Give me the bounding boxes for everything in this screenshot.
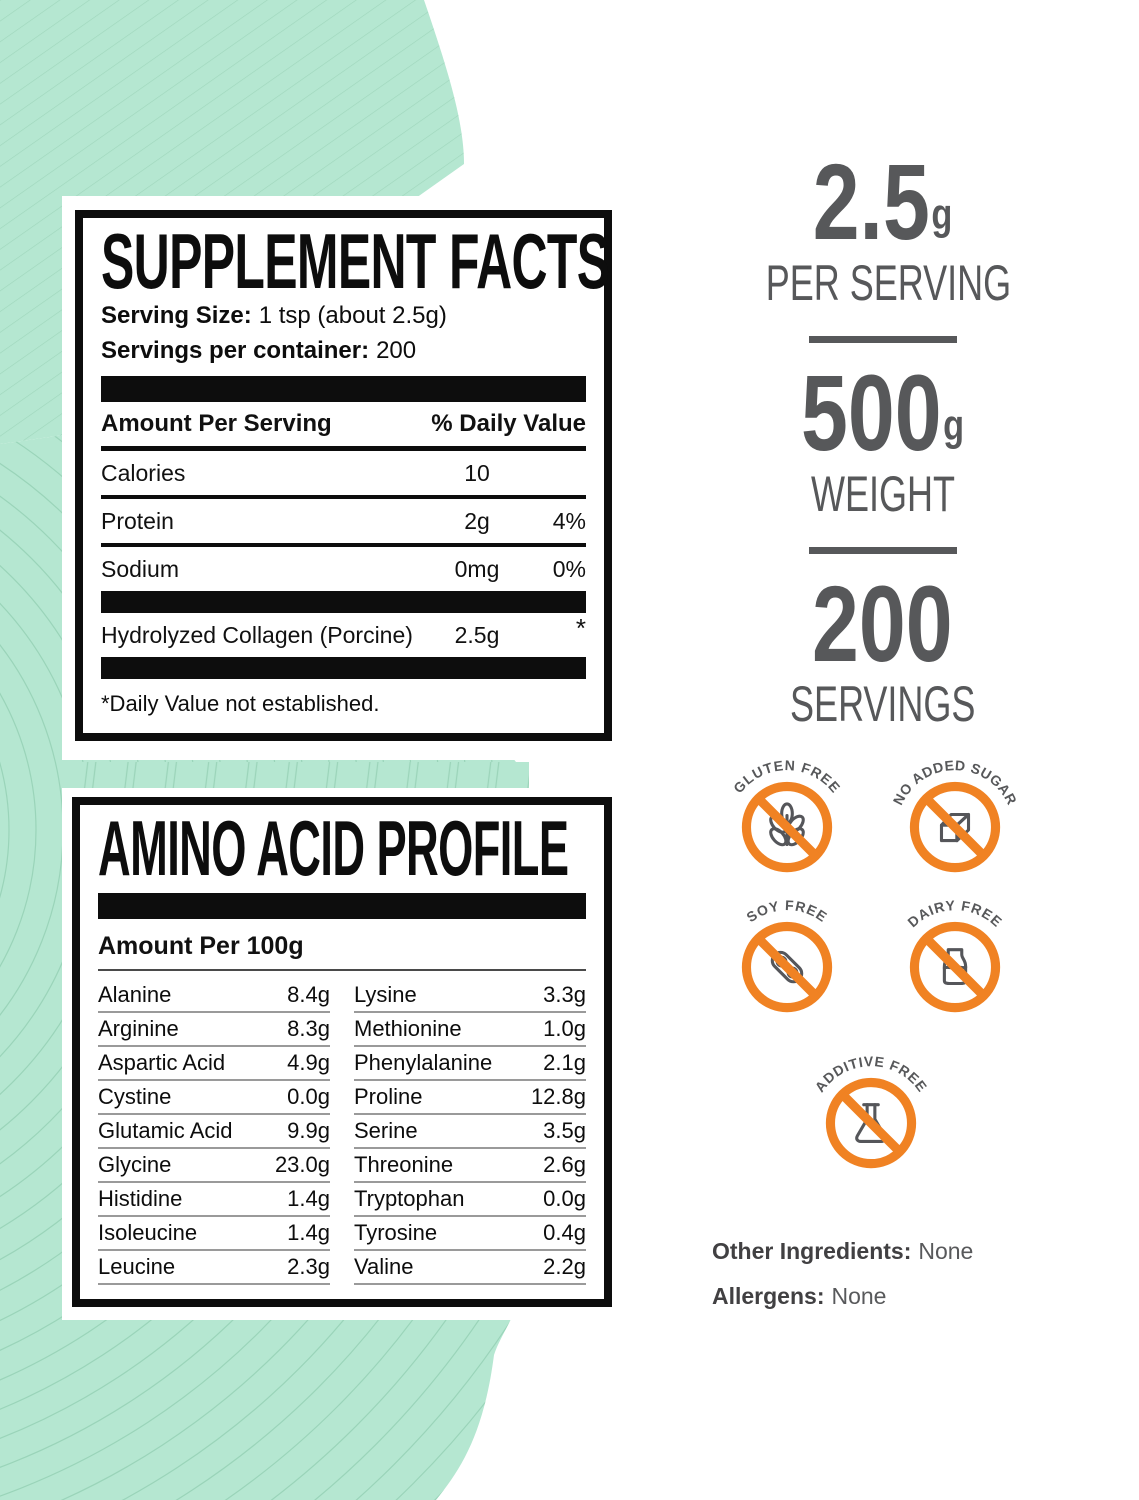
amino-value: 0.0g	[543, 1186, 586, 1212]
nutrient-row-protein	[101, 499, 586, 547]
amino-value: 8.3g	[287, 1016, 330, 1042]
amino-row	[98, 1183, 330, 1217]
servings-label: Servings per container:	[101, 337, 370, 365]
svg-text:SOY FREE	[743, 897, 830, 925]
other-ingredients-line	[712, 1238, 973, 1265]
prohibition-circle	[746, 927, 827, 1008]
supplement-facts-card	[62, 196, 628, 760]
allergens-label: Allergens:	[712, 1283, 825, 1309]
divider-bar	[101, 657, 586, 679]
amino-name: Proline	[354, 1084, 423, 1110]
daily-value-header: % Daily Value	[431, 410, 586, 438]
allergens-line	[712, 1283, 973, 1310]
amino-row	[98, 979, 330, 1013]
nutrient-name: Calories	[101, 459, 186, 486]
amino-row	[98, 1251, 330, 1285]
amino-name: Aspartic Acid	[98, 1050, 226, 1076]
amino-value: 1.0g	[543, 1016, 586, 1042]
nutrient-row-sodium	[101, 547, 586, 591]
badge-no-added-sugar	[875, 745, 1035, 885]
amino-name: Serine	[354, 1118, 418, 1144]
amino-value: 12.8g	[530, 1084, 586, 1110]
stat-number: 200	[811, 562, 953, 684]
amino-name: Histidine	[98, 1186, 183, 1212]
daily-value-footnote: *Daily Value not established.	[101, 691, 380, 717]
amino-row	[354, 1115, 586, 1149]
product-stats	[718, 141, 1048, 733]
amino-row	[98, 1081, 330, 1115]
amino-acid-card	[62, 788, 628, 1320]
amino-value: 3.3g	[543, 982, 586, 1008]
nutrient-name: Protein	[101, 507, 174, 534]
serving-size-value: 1 tsp (about 2.5g)	[258, 302, 447, 330]
free-from-badges	[703, 745, 1039, 1181]
stat-divider	[809, 547, 957, 554]
nutrient-amount: 2g	[464, 507, 490, 534]
prohibition-circle	[914, 787, 995, 868]
nutrient-amount: 0mg	[454, 555, 500, 582]
amino-value: 1.4g	[287, 1186, 330, 1212]
amino-row	[354, 1217, 586, 1251]
amino-row	[354, 1251, 586, 1285]
amino-table	[98, 979, 586, 1285]
stat-number: 2.5	[813, 141, 931, 262]
nutrient-row-collagen	[101, 613, 586, 657]
amino-name: Threonine	[354, 1152, 454, 1178]
divider-bar	[101, 591, 586, 613]
amino-value: 1.4g	[287, 1220, 330, 1246]
stat-unit: g	[943, 400, 965, 450]
amino-acid-title: AMINO ACID PROFILE	[98, 804, 569, 892]
amino-name: Lysine	[354, 982, 417, 1008]
prohibition-circle	[746, 787, 827, 868]
serving-size-label: Serving Size:	[101, 302, 252, 330]
amino-column-left	[98, 979, 330, 1285]
amino-row	[98, 1013, 330, 1047]
amino-acid-panel	[72, 797, 612, 1307]
badge-label: NO ADDED SUGAR	[889, 756, 1021, 808]
amino-value: 4.9g	[287, 1050, 330, 1076]
nutrient-dv: 4%	[552, 507, 586, 534]
divider-bar	[101, 376, 586, 402]
stat-weight	[718, 351, 1048, 522]
amino-row	[354, 1047, 586, 1081]
amino-value: 8.4g	[287, 982, 330, 1008]
amino-name: Leucine	[98, 1254, 176, 1280]
amino-value: 2.1g	[543, 1050, 586, 1076]
amino-name: Cystine	[98, 1084, 172, 1110]
prohibition-circle	[830, 1083, 911, 1164]
amino-name: Glutamic Acid	[98, 1118, 233, 1144]
other-ingredients-value: None	[918, 1238, 974, 1264]
amino-row	[98, 1047, 330, 1081]
amino-row	[354, 1013, 586, 1047]
other-ingredients-label: Other Ingredients:	[712, 1238, 912, 1264]
stat-servings	[718, 562, 1048, 733]
amino-row	[354, 979, 586, 1013]
servings-per-container-line	[101, 333, 586, 368]
nutrient-amount: 10	[464, 459, 490, 486]
amino-name: Alanine	[98, 982, 172, 1008]
amino-value: 9.9g	[287, 1118, 330, 1144]
ingredients-footer	[712, 1238, 973, 1328]
amino-row	[98, 1115, 330, 1149]
allergens-value: None	[831, 1283, 887, 1309]
amino-row	[354, 1149, 586, 1183]
amino-column-right	[354, 979, 586, 1285]
amount-per-serving-header: Amount Per Serving	[101, 410, 332, 438]
nutrient-row-calories	[101, 451, 586, 499]
badge-gluten-free	[707, 745, 867, 885]
amino-row	[354, 1183, 586, 1217]
amino-value: 0.0g	[287, 1084, 330, 1110]
servings-value: 200	[376, 337, 417, 365]
nutrient-dv-asterisk: *	[575, 612, 586, 643]
amino-name: Tryptophan	[354, 1186, 465, 1212]
facts-header-row	[101, 402, 586, 446]
stat-per-serving	[718, 141, 1048, 311]
amount-per-100g-label: Amount Per 100g	[98, 932, 304, 961]
nutrient-name: Sodium	[101, 555, 179, 582]
stat-value	[811, 562, 954, 684]
badge-label: SOY FREE	[743, 897, 831, 926]
supplement-facts-panel	[75, 210, 612, 741]
prohibition-circle	[914, 927, 995, 1008]
amino-name: Valine	[354, 1254, 414, 1280]
amino-value: 2.2g	[543, 1254, 586, 1280]
svg-text:ADDITIVE FREE	[811, 1053, 930, 1095]
amino-name: Arginine	[98, 1016, 179, 1042]
stat-number: 500	[801, 351, 943, 473]
amino-name: Tyrosine	[354, 1220, 438, 1246]
badge-soy-free	[707, 885, 867, 1025]
nutrient-amount: 2.5g	[454, 621, 500, 648]
badge-label: ADDITIVE FREE	[811, 1053, 931, 1095]
nutrient-dv: 0%	[552, 555, 586, 582]
divider-bar	[98, 893, 586, 919]
amino-value: 2.6g	[543, 1152, 586, 1178]
amino-name: Phenylalanine	[354, 1050, 493, 1076]
nutrient-name: Hydrolyzed Collagen (Porcine)	[101, 621, 413, 648]
badge-label: GLUTEN FREE	[730, 756, 845, 797]
amino-name: Glycine	[98, 1152, 172, 1178]
stat-unit: g	[931, 190, 953, 239]
stat-label: WEIGHT	[810, 465, 955, 522]
amino-row	[354, 1081, 586, 1115]
amino-value: 3.5g	[543, 1118, 586, 1144]
stat-value	[801, 351, 965, 473]
amino-row	[98, 1149, 330, 1183]
stat-divider	[809, 336, 957, 343]
badge-additive-free	[791, 1041, 951, 1181]
amino-name: Isoleucine	[98, 1220, 198, 1246]
subtitle-rule	[98, 969, 586, 971]
amino-value: 2.3g	[287, 1254, 330, 1280]
amino-value: 23.0g	[274, 1152, 330, 1178]
stat-value	[813, 141, 953, 262]
stat-label: SERVINGS	[790, 676, 976, 733]
badge-dairy-free	[875, 885, 1035, 1025]
supplement-facts-title: SUPPLEMENT FACTS	[101, 217, 610, 305]
amino-value: 0.4g	[543, 1220, 586, 1246]
badge-label: DAIRY FREE	[904, 897, 1006, 931]
stat-label: PER SERVING	[765, 254, 1012, 311]
amino-name: Methionine	[354, 1016, 462, 1042]
amino-row	[98, 1217, 330, 1251]
